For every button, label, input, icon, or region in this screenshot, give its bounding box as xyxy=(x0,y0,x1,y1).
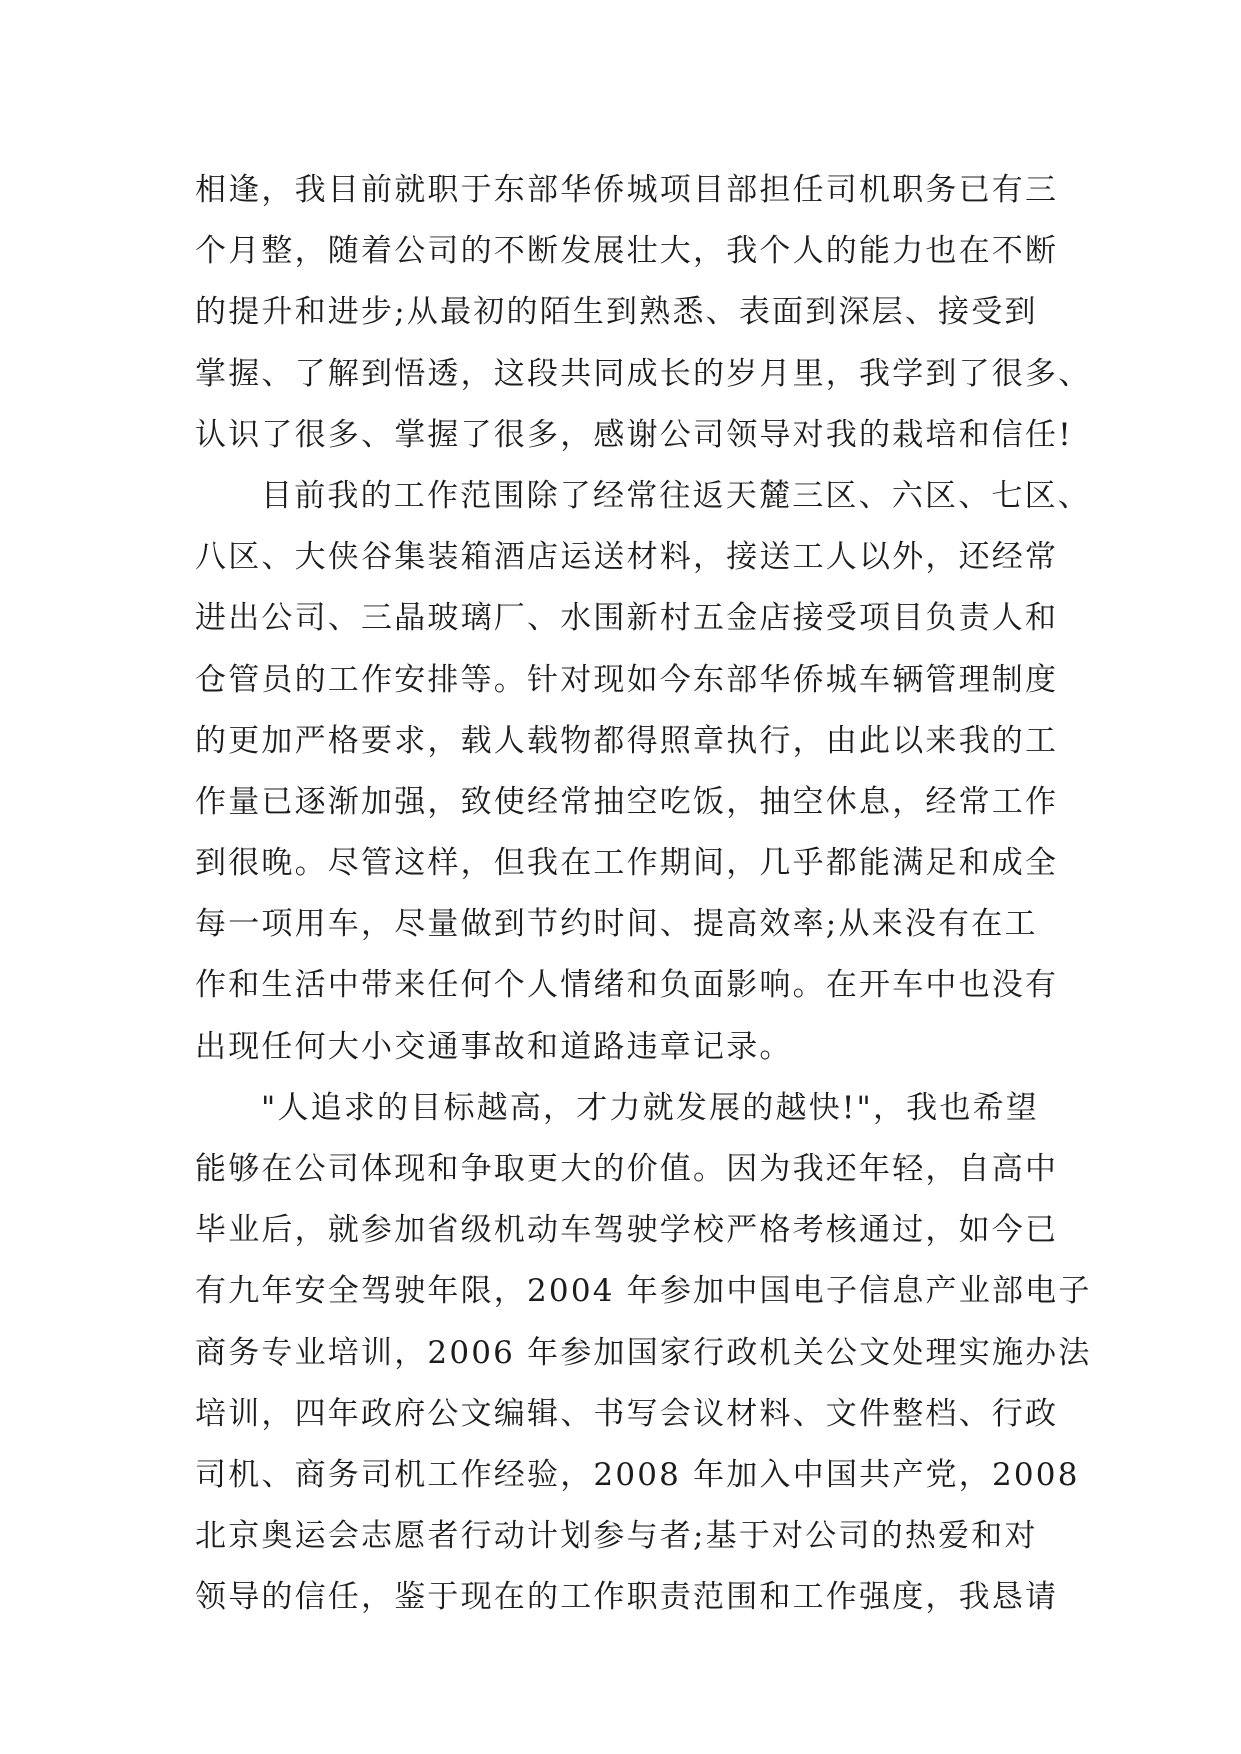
text-line: 的提升和进步;从最初的陌生到熟悉、表面到深层、接受到 xyxy=(195,294,1038,331)
text-line: 认识了很多、掌握了很多，感谢公司领导对我的栽培和信任! xyxy=(195,416,1073,453)
text-line: 能够在公司体现和争取更大的价值。因为我还年轻，自高中 xyxy=(195,1151,1059,1187)
text-line: 进出公司、三晶玻璃厂、水围新村五金店接受项目负责人和 xyxy=(195,600,1059,637)
text-line: 仓管员的工作安排等。针对现如今东部华侨城车辆管理制度 xyxy=(195,661,1059,698)
paragraph-start-line: "人追求的目标越高，才力就发展的越快!"，我也希望 xyxy=(261,1089,1039,1126)
text-line: 北京奥运会志愿者行动计划参与者;基于对公司的热爱和对 xyxy=(195,1518,1038,1555)
text-line: 商务专业培训，2006 年参加国家行政机关公文处理实施办法 xyxy=(195,1334,1092,1371)
text-line: 有九年安全驾驶年限，2004 年参加中国电子信息产业部电子 xyxy=(195,1273,1092,1310)
text-line: 司机、商务司机工作经验，2008 年加入中国共产党，2008 xyxy=(195,1456,1080,1493)
text-line: 八区、大侠谷集装箱酒店运送材料，接送工人以外，还经常 xyxy=(195,539,1059,576)
document-body xyxy=(195,160,1092,1629)
text-line: 的更加严格要求，载人载物都得照章执行，由此以来我的工 xyxy=(195,722,1059,759)
text-line: 毕业后，就参加省级机动车驾驶学校严格考核通过，如今已 xyxy=(195,1212,1059,1249)
text-line: 作量已逐渐加强，致使经常抽空吃饭，抽空休息，经常工作 xyxy=(195,783,1059,820)
text-line: 培训，四年政府公文编辑、书写会议材料、文件整档、行政 xyxy=(195,1395,1059,1432)
text-line: 相逢，我目前就职于东部华侨城项目部担任司机职务已有三 xyxy=(195,172,1059,208)
text-line: 出现任何大小交通事故和道路违章记录。 xyxy=(195,1028,793,1065)
text-line: 到很晚。尽管这样，但我在工作期间，几乎都能满足和成全 xyxy=(195,845,1059,882)
text-line: 领导的信任，鉴于现在的工作职责范围和工作强度，我恳请 xyxy=(195,1579,1059,1616)
text-line: 每一项用车，尽量做到节约时间、提高效率;从来没有在工 xyxy=(195,906,1038,943)
text-line: 作和生活中带来任何个人情绪和负面影响。在开车中也没有 xyxy=(195,967,1059,1004)
paragraph-start-line: 目前我的工作范围除了经常往返天麓三区、六区、七区、 xyxy=(261,477,1091,514)
text-line: 个月整，随着公司的不断发展壮大，我个人的能力也在不断 xyxy=(195,233,1059,270)
text-line: 掌握、了解到悟透，这段共同成长的岁月里，我学到了很多、 xyxy=(195,355,1092,392)
